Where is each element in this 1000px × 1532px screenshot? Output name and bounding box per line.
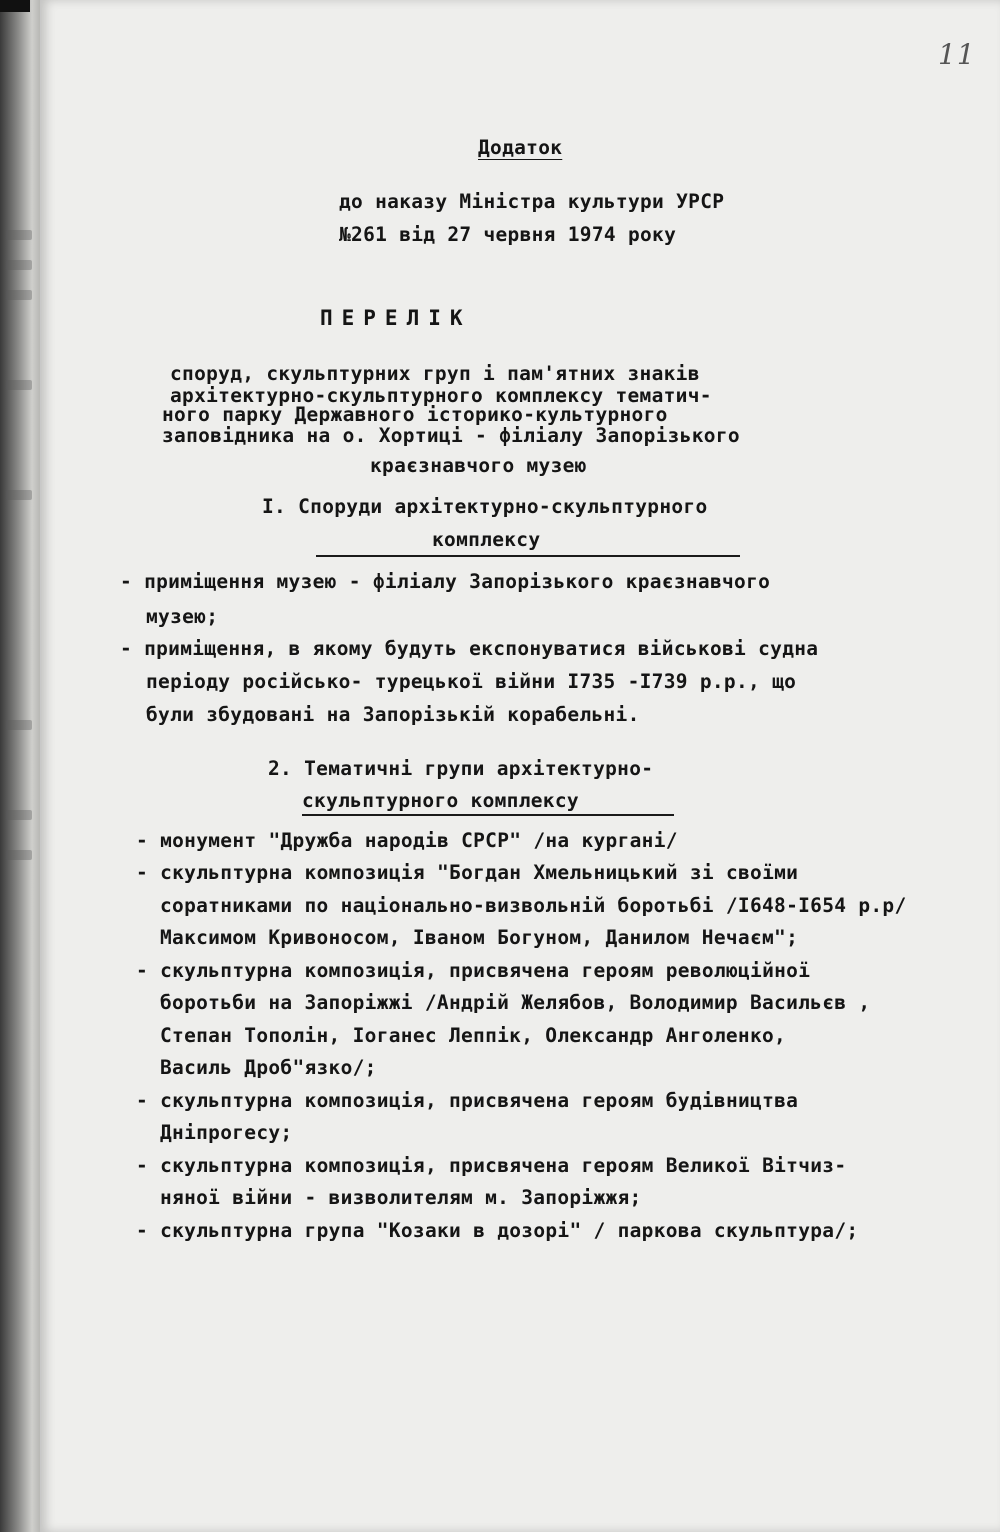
order-number-line: №261 від 27 червня 1974 року [339,223,677,246]
section2-title: 2. Тематичні групи архітектурно- [268,757,654,780]
section2-title-continued: скульптурного комплексу [302,789,579,812]
binding-clip [0,0,30,12]
binding-mark [6,810,32,820]
list-item: - скульптурна композиція, присвячена героям будівництва [136,1089,799,1112]
intro-line: архітектурно-скульптурного комплексу тематич- [170,384,712,407]
list-item-continued: боротьби на Запоріжжі /Андрій Желябов, Володимир Васильєв , [160,991,871,1014]
binding-mark [6,230,32,240]
intro-line: споруд, скульптурних груп і пам'ятних знаків [170,362,700,385]
list-item-continued: Максимом Кривоносом, Іваном Богуном, Данилом Нечаєм"; [160,926,799,949]
list-item-continued: няної війни - визволителям м. Запоріжжя; [160,1186,642,1209]
list-item-continued: Василь Дроб"язко/; [160,1056,377,1079]
section1-underline [316,555,740,557]
document-title: Додаток [478,136,563,159]
list-item: - скульптурна група "Козаки в дозорі" / паркова скульптура/; [136,1219,859,1242]
page-number: 11 [938,38,976,71]
list-item-continued: були збудовані на Запорізькій корабельні. [146,703,640,726]
list-item-continued: соратниками по національно-визвольній боротьбі /I648-I654 р.р/ [160,894,907,917]
document-page [40,0,1000,1532]
intro-line: ного парку Державного історико-культурного [162,403,668,426]
list-item: - приміщення музею - філіалу Запорізького краєзнавчого [120,570,771,593]
list-item-continued: Степан Тополін, Іоганес Леппік, Олександр Анголенко, [160,1024,787,1047]
list-item-continued: музею; [146,605,219,628]
binding-mark [6,720,32,730]
list-item-continued: періоду російсько- турецької війни I735 -I739 р.р., що [146,670,797,693]
intro-line: заповідника на о. Хортиці - філіалу Запорізького [162,424,740,447]
binding-mark [6,290,32,300]
list-item-continued: Дніпрогесу; [160,1121,293,1144]
section1-title-continued: комплексу [432,528,541,551]
intro-line: краєзнавчого музею [370,454,587,477]
binding-mark [6,260,32,270]
list-title: ПЕРЕЛІК [320,306,472,330]
section1-title: I. Споруди архітектурно-скульптурного [262,495,708,518]
binding-mark [6,850,32,860]
section2-underline [302,814,674,816]
binding-mark [6,490,32,500]
binding-edge [0,0,40,1532]
list-item: - приміщення, в якому будуть експонуватися військові судна [120,637,819,660]
list-item: - скульптурна композиція, присвячена героям Великої Вітчиз- [136,1154,847,1177]
binding-mark [6,380,32,390]
list-item: - скульптурна композиція, присвячена героям революційної [136,959,811,982]
order-reference-line: до наказу Міністра культури УРСР [339,190,725,213]
list-item: - скульптурна композиція "Богдан Хмельницький зі своїми [136,861,799,884]
list-item: - монумент "Дружба народів СРСР" /на кургані/ [136,829,678,852]
